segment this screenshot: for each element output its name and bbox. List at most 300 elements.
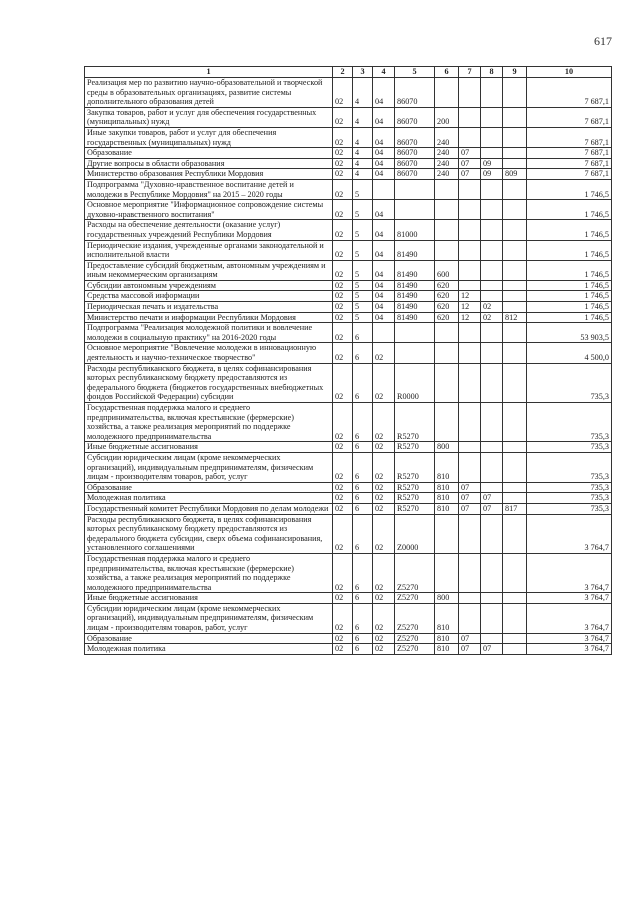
desc-cell: Государственная поддержка малого и среднего предпринимательства, включая крестьянские (фермерские) хозяйства, а также реализация мероприятий по поддержке молодежного предпринимательства [85,553,333,592]
desc-cell: Периодические издания, учрежденные органами законодательной и исполнительной власти [85,240,333,260]
code-cell: 07 [459,633,481,644]
desc-cell: Подпрограмма "Духовно-нравственное воспитание детей и молодежи в Республике Мордовия" на 2015 – 2020 годы [85,179,333,199]
table-row [85,403,612,442]
code-cell [459,452,481,482]
code-cell [459,240,481,260]
code-cell [459,363,481,402]
code-cell: 810 [435,493,459,504]
code-cell: 04 [373,312,395,323]
code-cell [435,200,459,220]
table-row [85,148,612,159]
code-cell [481,107,503,127]
code-cell: 6 [353,493,373,504]
code-cell [481,593,503,604]
code-cell: 4 [353,148,373,159]
desc-cell: Иные бюджетные ассигнования [85,442,333,453]
code-cell: 07 [481,493,503,504]
code-cell: 620 [435,280,459,291]
amount-cell: 735,3 [527,403,612,442]
code-cell [503,179,527,199]
desc-cell: Субсидии автономным учреждениям [85,280,333,291]
header-cell: 1 [85,67,333,78]
code-cell [459,323,481,343]
table-row [85,363,612,402]
header-cell: 8 [481,67,503,78]
desc-cell: Периодическая печать и издательства [85,302,333,313]
code-cell [459,220,481,240]
code-cell: 02 [333,240,353,260]
table-row [85,493,612,504]
code-cell: 5 [353,291,373,302]
code-cell: 6 [353,343,373,363]
code-cell [503,603,527,633]
code-cell: 200 [435,107,459,127]
table-row [85,291,612,302]
code-cell: 02 [333,200,353,220]
code-cell [435,220,459,240]
code-cell: 809 [503,169,527,180]
code-cell [481,633,503,644]
code-cell: 12 [459,291,481,302]
desc-cell: Образование [85,482,333,493]
desc-cell: Министерство печати и информации Республики Мордовия [85,312,333,323]
code-cell: 02 [333,343,353,363]
code-cell: 04 [373,240,395,260]
code-cell: 02 [373,633,395,644]
amount-cell: 3 764,7 [527,593,612,604]
code-cell: 04 [373,148,395,159]
table-row [85,169,612,180]
code-cell [503,240,527,260]
code-cell: 04 [373,78,395,108]
code-cell: 4 [353,107,373,127]
code-cell [435,78,459,108]
code-cell [503,493,527,504]
table-row [85,633,612,644]
code-cell [503,302,527,313]
desc-cell: Субсидии юридическим лицам (кроме некоммерческих организаций), индивидуальным предпринимателям, физическим лицам - производителям товаров, работ, услуг [85,452,333,482]
amount-cell: 7 687,1 [527,169,612,180]
code-cell: R5270 [395,493,435,504]
desc-cell: Молодежная политика [85,644,333,655]
code-cell [481,553,503,592]
code-cell: 07 [459,644,481,655]
code-cell: 02 [373,514,395,553]
amount-cell: 4 500,0 [527,343,612,363]
code-cell: Z5270 [395,593,435,604]
code-cell [481,323,503,343]
code-cell [503,593,527,604]
code-cell: 04 [373,169,395,180]
table-row [85,323,612,343]
code-cell: 86070 [395,107,435,127]
code-cell: 02 [333,280,353,291]
code-cell [503,633,527,644]
code-cell [481,240,503,260]
code-cell: 6 [353,363,373,402]
code-cell [373,323,395,343]
code-cell: 6 [353,603,373,633]
code-cell [459,442,481,453]
code-cell [503,127,527,147]
code-cell: 02 [333,107,353,127]
table-row [85,158,612,169]
code-cell: 86070 [395,78,435,108]
code-cell: R5270 [395,503,435,514]
code-cell: 800 [435,593,459,604]
code-cell [459,200,481,220]
amount-cell: 735,3 [527,452,612,482]
code-cell [481,452,503,482]
code-cell: R5270 [395,403,435,442]
code-cell: 81000 [395,220,435,240]
code-cell: 02 [333,260,353,280]
code-cell: 04 [373,200,395,220]
code-cell: 07 [481,644,503,655]
code-cell [481,200,503,220]
code-cell: 86070 [395,158,435,169]
code-cell: Z5270 [395,603,435,633]
desc-cell: Расходы республиканского бюджета, в целях софинансирования которых республиканскому бюджету предоставляются из федерального бюджета (бюджетов государственных внебюджетных фондов Российской Федерации) субсидии [85,363,333,402]
code-cell: 02 [333,553,353,592]
code-cell [481,343,503,363]
amount-cell: 735,3 [527,363,612,402]
code-cell: 240 [435,127,459,147]
code-cell [459,179,481,199]
code-cell [459,260,481,280]
table-row [85,593,612,604]
desc-cell: Министерство образования Республики Мордовия [85,169,333,180]
amount-cell: 1 746,5 [527,291,612,302]
table-row [85,644,612,655]
code-cell: 5 [353,302,373,313]
code-cell: 02 [333,442,353,453]
code-cell: 04 [373,291,395,302]
code-cell [435,403,459,442]
code-cell: 07 [459,482,481,493]
code-cell: 04 [373,107,395,127]
desc-cell: Расходы на обеспечение деятельности (оказание услуг) государственных учреждений Республики Мордовия [85,220,333,240]
code-cell: 02 [333,482,353,493]
code-cell: Z5270 [395,633,435,644]
table-row [85,312,612,323]
code-cell: 09 [481,158,503,169]
code-cell: R5270 [395,482,435,493]
code-cell: 800 [435,442,459,453]
code-cell: 04 [373,260,395,280]
amount-cell: 7 687,1 [527,107,612,127]
code-cell: 5 [353,280,373,291]
code-cell [503,280,527,291]
code-cell: 810 [435,603,459,633]
code-cell: 6 [353,553,373,592]
header-cell: 5 [395,67,435,78]
code-cell: 04 [373,280,395,291]
header-cell: 7 [459,67,481,78]
amount-cell: 1 746,5 [527,312,612,323]
code-cell [503,148,527,159]
code-cell: 6 [353,503,373,514]
code-cell [459,107,481,127]
code-cell: 5 [353,240,373,260]
table-row [85,514,612,553]
table-row [85,603,612,633]
table-row [85,302,612,313]
code-cell: 6 [353,442,373,453]
code-cell [481,179,503,199]
code-cell [481,482,503,493]
code-cell: 02 [481,312,503,323]
code-cell: 02 [333,169,353,180]
amount-cell: 1 746,5 [527,200,612,220]
page-number: 617 [594,34,612,48]
amount-cell: 3 764,7 [527,633,612,644]
amount-cell: 7 687,1 [527,148,612,159]
code-cell: 02 [333,633,353,644]
table-row [85,260,612,280]
code-cell [503,482,527,493]
code-cell: 240 [435,158,459,169]
code-cell: R0000 [395,363,435,402]
code-cell: 810 [435,482,459,493]
code-cell: 02 [373,593,395,604]
amount-cell: 735,3 [527,503,612,514]
amount-cell: 7 687,1 [527,78,612,108]
code-cell: 02 [333,593,353,604]
code-cell: 81490 [395,291,435,302]
code-cell [395,343,435,363]
table-row [85,78,612,108]
code-cell: R5270 [395,452,435,482]
code-cell: 620 [435,312,459,323]
code-cell: R5270 [395,442,435,453]
code-cell: 07 [459,493,481,504]
code-cell: 240 [435,169,459,180]
code-cell: 812 [503,312,527,323]
amount-cell: 53 903,5 [527,323,612,343]
code-cell: 240 [435,148,459,159]
desc-cell: Закупка товаров, работ и услуг для обеспечения государственных (муниципальных) нужд [85,107,333,127]
code-cell [503,442,527,453]
code-cell: 86070 [395,127,435,147]
code-cell: 02 [333,179,353,199]
code-cell: 6 [353,323,373,343]
header-cell: 9 [503,67,527,78]
code-cell [503,514,527,553]
code-cell: 4 [353,78,373,108]
code-cell: 620 [435,291,459,302]
code-cell [503,158,527,169]
amount-cell: 735,3 [527,442,612,453]
desc-cell: Предоставление субсидий бюджетным, автономным учреждениям и иным некоммерческим организациям [85,260,333,280]
desc-cell: Иные бюджетные ассигнования [85,593,333,604]
code-cell: 02 [333,148,353,159]
code-cell [459,514,481,553]
table-row [85,482,612,493]
code-cell: 81490 [395,240,435,260]
code-cell [459,78,481,108]
code-cell: 02 [333,514,353,553]
code-cell: 02 [373,343,395,363]
code-cell [373,179,395,199]
code-cell: 02 [373,644,395,655]
code-cell [503,644,527,655]
amount-cell: 1 746,5 [527,280,612,291]
code-cell: 6 [353,593,373,604]
code-cell: 09 [481,169,503,180]
code-cell [481,403,503,442]
code-cell [503,78,527,108]
table-row [85,452,612,482]
code-cell: 02 [373,363,395,402]
desc-cell: Образование [85,148,333,159]
amount-cell: 3 764,7 [527,514,612,553]
table-row [85,200,612,220]
code-cell: 81490 [395,260,435,280]
code-cell [459,127,481,147]
table-row [85,127,612,147]
code-cell: 6 [353,644,373,655]
table-header-row [85,67,612,78]
code-cell [503,452,527,482]
header-cell: 10 [527,67,612,78]
code-cell: 02 [373,493,395,504]
code-cell [395,179,435,199]
code-cell [503,291,527,302]
code-cell: 12 [459,302,481,313]
code-cell: 817 [503,503,527,514]
code-cell [395,200,435,220]
budget-table [84,66,612,655]
code-cell: 600 [435,260,459,280]
code-cell: 02 [333,323,353,343]
code-cell: 02 [333,503,353,514]
code-cell [459,603,481,633]
code-cell: 02 [333,158,353,169]
amount-cell: 7 687,1 [527,158,612,169]
table-row [85,553,612,592]
table-row [85,343,612,363]
code-cell: Z5270 [395,553,435,592]
code-cell [503,363,527,402]
header-cell: 3 [353,67,373,78]
desc-cell: Подпрограмма "Реализация молодежной политики и вовлечение молодежи в социальную практику" на 2016-2020 годы [85,323,333,343]
code-cell: 81490 [395,280,435,291]
code-cell [459,280,481,291]
code-cell [481,260,503,280]
code-cell [481,127,503,147]
code-cell: 02 [373,503,395,514]
code-cell [481,291,503,302]
code-cell: 6 [353,633,373,644]
code-cell: 02 [333,302,353,313]
code-cell [435,323,459,343]
code-cell: 810 [435,633,459,644]
code-cell: 810 [435,452,459,482]
code-cell: 07 [459,158,481,169]
desc-cell: Государственная поддержка малого и среднего предпринимательства, включая крестьянские (фермерские) хозяйства, а также реализация мероприятий по поддержке молодежного предпринимательства [85,403,333,442]
code-cell: 02 [373,403,395,442]
code-cell: 6 [353,403,373,442]
table-row [85,220,612,240]
code-cell: 02 [373,442,395,453]
code-cell: 86070 [395,169,435,180]
code-cell: 02 [333,603,353,633]
table-body [85,78,612,655]
amount-cell: 1 746,5 [527,302,612,313]
code-cell: 6 [353,514,373,553]
code-cell [481,514,503,553]
code-cell [481,220,503,240]
code-cell: Z5270 [395,644,435,655]
code-cell [503,343,527,363]
code-cell: 02 [333,403,353,442]
code-cell [503,220,527,240]
amount-cell: 1 746,5 [527,179,612,199]
code-cell [481,603,503,633]
amount-cell: 3 764,7 [527,603,612,633]
desc-cell: Расходы республиканского бюджета, в целях софинансирования которых республиканскому бюджету предоставляются из федерального бюджета субсидии, сверх объема софинансирования, установленного соглашениями [85,514,333,553]
desc-cell: Иные закупки товаров, работ и услуг для обеспечения государственных (муниципальных) нужд [85,127,333,147]
amount-cell: 1 746,5 [527,240,612,260]
code-cell: 02 [333,493,353,504]
code-cell: 02 [333,363,353,402]
code-cell: 07 [459,169,481,180]
amount-cell: 735,3 [527,482,612,493]
code-cell: 02 [333,452,353,482]
table-row [85,179,612,199]
code-cell: Z0000 [395,514,435,553]
desc-cell: Основное мероприятие "Информационное сопровождение системы духовно-нравственного воспитания" [85,200,333,220]
code-cell: 02 [373,603,395,633]
code-cell: 02 [333,312,353,323]
header-cell: 2 [333,67,353,78]
code-cell: 04 [373,302,395,313]
code-cell: 5 [353,179,373,199]
amount-cell: 1 746,5 [527,260,612,280]
code-cell [481,78,503,108]
code-cell [459,403,481,442]
code-cell [503,260,527,280]
table-row [85,503,612,514]
amount-cell: 735,3 [527,493,612,504]
code-cell: 02 [373,452,395,482]
code-cell: 02 [333,220,353,240]
code-cell: 07 [481,503,503,514]
desc-cell: Основное мероприятие "Вовлечение молодежи в инновационную деятельность и научно-техническое творчество" [85,343,333,363]
code-cell: 04 [373,220,395,240]
code-cell: 02 [373,553,395,592]
code-cell: 6 [353,482,373,493]
desc-cell: Молодежная политика [85,493,333,504]
code-cell [503,200,527,220]
table-row [85,442,612,453]
code-cell: 04 [373,127,395,147]
code-cell: 07 [459,148,481,159]
code-cell: 81490 [395,302,435,313]
code-cell: 02 [481,302,503,313]
desc-cell: Реализация мер по развитию научно-образовательной и творческой среды в образовательных организациях, развитие системы дополнительного образования детей [85,78,333,108]
code-cell: 4 [353,169,373,180]
code-cell [435,514,459,553]
code-cell [435,240,459,260]
header-cell: 6 [435,67,459,78]
code-cell [503,403,527,442]
code-cell: 5 [353,260,373,280]
code-cell: 6 [353,452,373,482]
code-cell: 5 [353,200,373,220]
code-cell: 81490 [395,312,435,323]
